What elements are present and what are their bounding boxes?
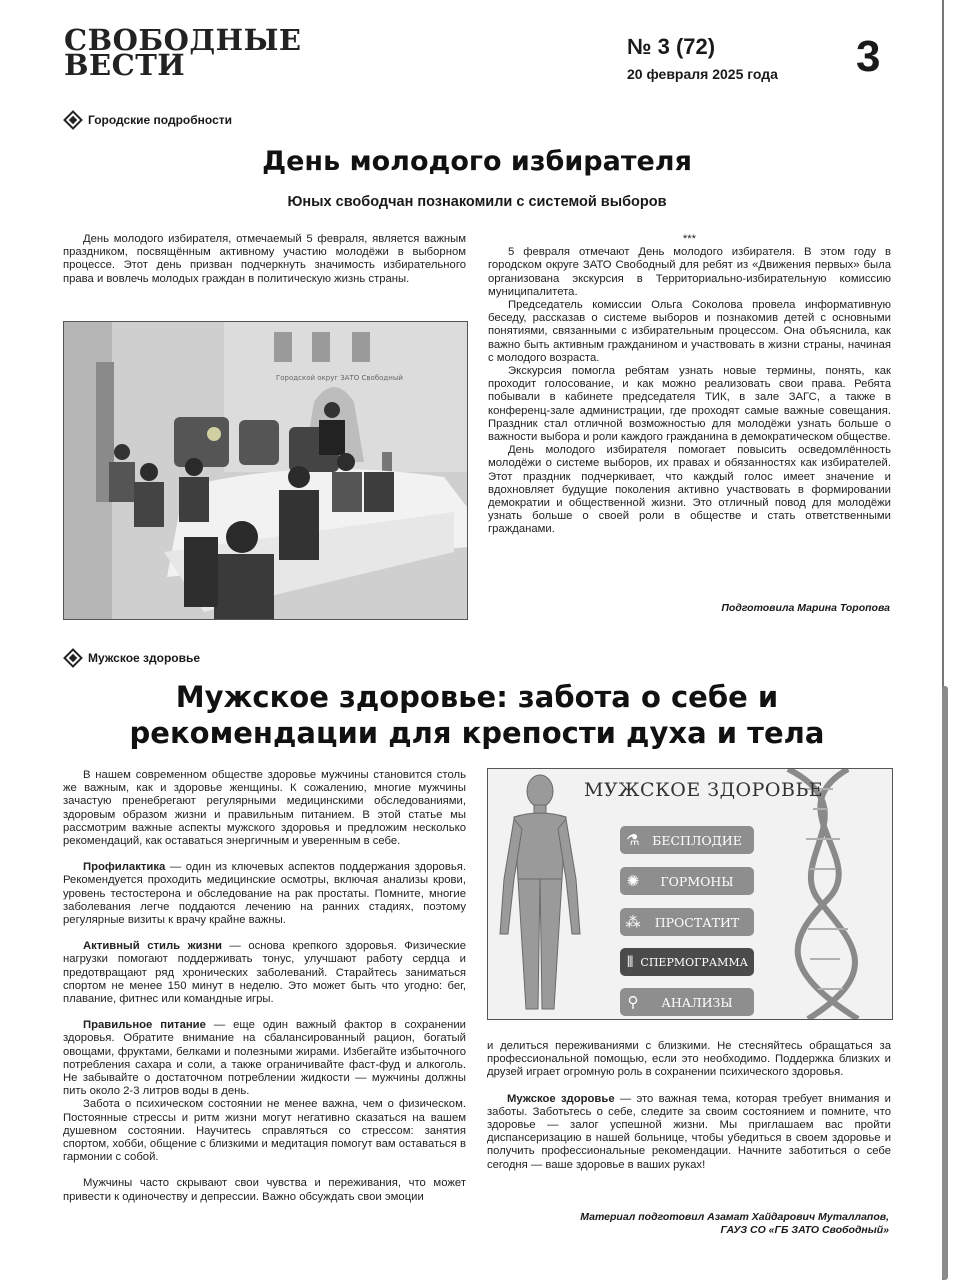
page-number: 3 — [856, 32, 881, 81]
brain-icon: ✺ — [626, 872, 640, 890]
infographic-item-hormones: ✺ ГОРМОНЫ — [620, 867, 754, 895]
article1-photo — [63, 321, 468, 620]
infographic-item-spermogram: ⫴ СПЕРМОГРАММА — [620, 948, 754, 976]
article2-title — [60, 679, 894, 751]
article1-byline: Подготовила Марина Торопова — [721, 602, 890, 614]
section-label: Городские подробности — [88, 113, 233, 127]
paragraph: День молодого избирателя, отмечаемый 5 февраля, является важным праздником, посвящённым активному участию молодёжи в выборном процессе. Этот день призван подчеркнуть значимость избирательного права и вовлечь молодых граждан в политическую жизнь страны. — [63, 233, 466, 285]
paragraph: Активный стиль жизни — основа крепкого здоровья. Физические нагрузки помогают поддерживать тонус, улучшают работу сердца и предотвращают ряд хронических заболеваний. Старайтесь заниматься спортом не менее 150 минут в неделю. Это может быть что угодно: бег, плавание, фитнес или командные игры. — [63, 940, 466, 1006]
paragraph: Мужское здоровье — это важная тема, которая требует внимания и заботы. Заботьтесь о себе, следите за своим состоянием и помните, что здоровье — залог успешной жизни. Мы приглашаем вас пройти диспансеризацию в нашей больнице, чтобы убедиться в своем здоровье и получить профессиональные рекомендации. Начните заботиться о себе сегодня — ваше здоровье в ваших руках! — [487, 1092, 891, 1171]
article2-title-line2: рекомендации для крепости духа и тела — [129, 716, 825, 750]
article1-left-column — [63, 233, 466, 286]
scrollbar[interactable] — [942, 686, 948, 1280]
byline-line1: Материал подготовил Азамат Хайдарович Муталлапов, — [580, 1211, 889, 1223]
newspaper-masthead — [64, 23, 302, 82]
masthead-line1: СВОБОДНЫЕ — [64, 23, 302, 57]
infographic-item-infertility: ⚗ БЕСПЛОДИЕ — [620, 826, 754, 854]
byline-line2: ГАУЗ СО «ГБ ЗАТО Свободный» — [720, 1224, 889, 1236]
diamond-icon — [63, 648, 83, 668]
article1-title: День молодого избирателя — [262, 146, 692, 177]
article2-left-column — [63, 769, 466, 1204]
section-tag-city — [66, 113, 232, 127]
article1-right-column — [488, 233, 891, 537]
photo-sign: Городской округ ЗАТО Свободный — [276, 374, 403, 382]
paragraph: Председатель комиссии Ольга Соколова провела информативную беседу, рассказав о системе выборов и познакомив детей с основными понятиями, связанными с избирательным процессом. Она объяснила, как важно быть активным гражданином и участвовать в жизни страны, начиная с молодого возраста. — [488, 299, 891, 364]
masthead-line2: ВЕСТИ — [64, 48, 186, 82]
paragraph: Экскурсия помогла ребятам узнать новые термины, понять, как проходит голосование, и как можно реализовать свои права. Ребята побывали в кабинете председателя ТИК, в зале ЗАГС, а также в конференц-зале администрации, где проходят самые важные совещания. Праздник стал отличной возможностью для молодёжи узнать больше о важности выбора и роли каждого гражданина в демократическом обществе. — [488, 365, 891, 444]
separator-stars: *** — [682, 233, 697, 245]
paragraph: и делиться переживаниями с близкими. Не стесняйтесь обращаться за профессиональной помощью, если это необходимо. Поддержка близких и друзей играет огромную роль в сохранении психического здоровья. — [487, 1040, 891, 1079]
paragraph: 5 февраля отмечают День молодого избирателя. В этом году в городском округе ЗАТО Свободный для ребят из «Движения первых» была организована экскурсия в Территориально-избирательную комиссию муниципалитета. — [488, 246, 891, 298]
test-tubes-icon: ⫴ — [627, 953, 634, 971]
issue-date: 20 февраля 2025 года — [627, 66, 778, 82]
paragraph: Профилактика — один из ключевых аспектов поддержания здоровья. Рекомендуется проходить медицинские осмотры, включая анализы крови, уровень тестостерона и обследование на рак простаты. Помните, многие заболевания легче поддаются лечению на ранних стадиях, поэтому регулярные визиты к врачу крайне важны. — [63, 861, 466, 927]
issue-number: № 3 (72) — [627, 34, 716, 59]
paragraph: Забота о психическом состоянии не менее важна, чем о физическом. Постоянные стрессы и ритм жизни могут негативно сказаться на вашем душевном состоянии. Научитесь справляться со стрессом: занятия спортом, хобби, общение с близкими и медитация помогут вам оставаться в гармонии с собой. — [63, 1098, 466, 1164]
paragraph: День молодого избирателя помогает повысить осведомлённость молодёжи о системе выборов, их правах и обязанностях как избирателей. Этот праздник подчеркивает, что каждый голос имеет значение и вдохновляет будущие поколения активно участвовать в формировании демократии и общественной жизни. Это отличный повод для молодёжи узнать больше о своей роли в обществе и стать ответственными гражданами. — [488, 444, 891, 536]
flask-icon: ⚗ — [626, 831, 640, 849]
article1-subtitle: Юных свободчан познакомили с системой выборов — [287, 194, 667, 210]
infographic-item-prostatitis: ⁂ ПРОСТАТИТ — [620, 908, 754, 936]
paragraph: Мужчины часто скрывают свои чувства и переживания, что может привести к одиночеству и депрессии. Важно обсуждать свои эмоции — [63, 1177, 466, 1203]
paragraph: В нашем современном обществе здоровье мужчины становится столь же важным, как и здоровье женщины. К сожалению, многие мужчины зачастую пренебрегают регулярными медицинскими обследованиями, здоровым образом жизни и правильным питанием. В этой статье мы рассмотрим важные аспекты мужского здоровья и предложим несколько рекомендаций, как оставаться энергичным и уверенным в себе. — [63, 769, 466, 848]
article2-title-line1: Мужское здоровье: забота о себе и — [175, 680, 779, 714]
section-label: Мужское здоровье — [88, 651, 201, 665]
infographic-item-analyses: ⚲ АНАЛИЗЫ — [620, 988, 754, 1016]
section-tag-health — [66, 651, 200, 665]
mens-health-infographic — [487, 768, 893, 1020]
article2-byline — [487, 1211, 889, 1237]
diamond-icon — [63, 110, 83, 130]
microscope-icon: ⚲ — [627, 993, 639, 1011]
article2-right-column — [487, 1040, 891, 1172]
molecule-icon: ⁂ — [625, 913, 641, 931]
infographic-title: МУЖСКОЕ ЗДОРОВЬЕ — [584, 779, 824, 801]
paragraph: Правильное питание — еще один важный фактор в сохранении здоровья. Обратите внимание на сбалансированный рацион, богатый овощами, фруктами, белками и полезными жирами. Избегайте избыточного потребления сахара и соли, а также ограничивайте фаст-фуд и алкоголь. Не забывайте о достаточном потреблении жидкости — мужчины должны пить около 2-3 литров воды в день. — [63, 1019, 466, 1098]
